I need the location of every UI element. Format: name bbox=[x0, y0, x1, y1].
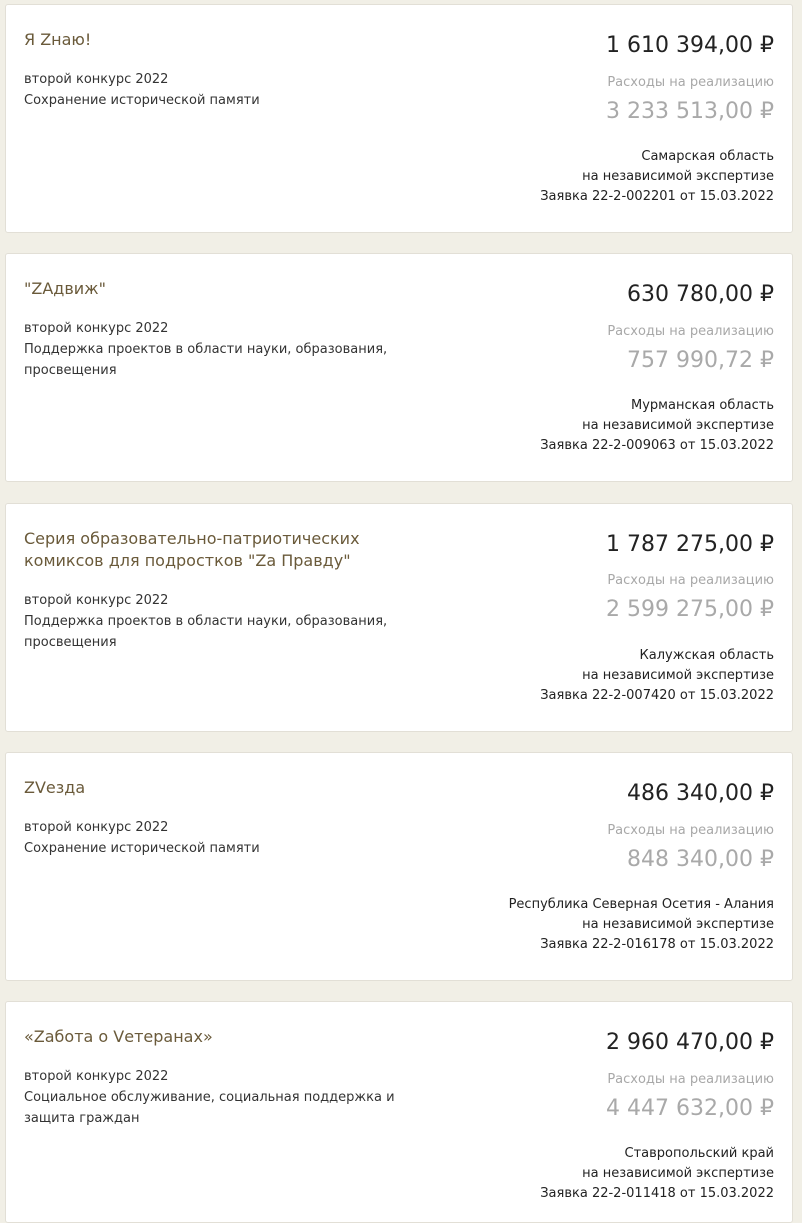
direction-label: Сохранение исторической памяти bbox=[24, 841, 260, 856]
expense-label: Расходы на реализацию bbox=[607, 75, 774, 90]
grant-amount: 1 787 275,00 ₽ bbox=[606, 532, 774, 557]
status: на независимой экспертизе bbox=[582, 917, 774, 932]
expense-amount: 757 990,72 ₽ bbox=[627, 348, 774, 373]
application-number: Заявка 22-2-011418 от 15.03.2022 bbox=[540, 1186, 774, 1201]
contest-label: второй конкурс 2022 bbox=[24, 593, 169, 608]
region: Самарская область bbox=[641, 149, 774, 164]
expense-amount: 4 447 632,00 ₽ bbox=[606, 1096, 774, 1121]
expense-amount: 848 340,00 ₽ bbox=[627, 847, 774, 872]
project-card[interactable] bbox=[5, 1001, 793, 1223]
project-title[interactable]: "ZАдвиж" bbox=[24, 279, 106, 298]
application-number: Заявка 22-2-002201 от 15.03.2022 bbox=[540, 189, 774, 204]
expense-label: Расходы на реализацию bbox=[607, 324, 774, 339]
contest-label: второй конкурс 2022 bbox=[24, 820, 169, 835]
application-number: Заявка 22-2-016178 от 15.03.2022 bbox=[540, 937, 774, 952]
expense-label: Расходы на реализацию bbox=[607, 1072, 774, 1087]
direction-label: Социальное обслуживание, социальная поддержка и защита граждан bbox=[24, 1090, 395, 1126]
project-card[interactable] bbox=[5, 4, 793, 233]
contest-label: второй конкурс 2022 bbox=[24, 72, 169, 87]
expense-label: Расходы на реализацию bbox=[607, 823, 774, 838]
region: Мурманская область bbox=[631, 398, 774, 413]
project-title[interactable]: Серия образовательно-патриотических комиксов для подростков "Za Правду" bbox=[24, 529, 360, 570]
application-number: Заявка 22-2-007420 от 15.03.2022 bbox=[540, 688, 774, 703]
direction-label: Поддержка проектов в области науки, образования, просвещения bbox=[24, 342, 388, 378]
status: на независимой экспертизе bbox=[582, 418, 774, 433]
contest-label: второй конкурс 2022 bbox=[24, 321, 169, 336]
project-card[interactable] bbox=[5, 752, 793, 981]
status: на независимой экспертизе bbox=[582, 1166, 774, 1181]
grant-amount: 486 340,00 ₽ bbox=[627, 781, 774, 806]
expense-label: Расходы на реализацию bbox=[607, 573, 774, 588]
contest-label: второй конкурс 2022 bbox=[24, 1069, 169, 1084]
application-number: Заявка 22-2-009063 от 15.03.2022 bbox=[540, 438, 774, 453]
grant-amount: 1 610 394,00 ₽ bbox=[606, 33, 774, 58]
expense-amount: 2 599 275,00 ₽ bbox=[606, 597, 774, 622]
project-title[interactable]: «Zабота о Vетеранах» bbox=[24, 1027, 213, 1046]
expense-amount: 3 233 513,00 ₽ bbox=[606, 99, 774, 124]
status: на независимой экспертизе bbox=[582, 169, 774, 184]
region: Калужская область bbox=[639, 648, 774, 663]
direction-label: Сохранение исторической памяти bbox=[24, 93, 260, 108]
region: Ставропольский край bbox=[624, 1146, 774, 1161]
grant-amount: 630 780,00 ₽ bbox=[627, 282, 774, 307]
direction-label: Поддержка проектов в области науки, образования, просвещения bbox=[24, 614, 388, 650]
project-card[interactable] bbox=[5, 503, 793, 732]
grant-amount: 2 960 470,00 ₽ bbox=[606, 1030, 774, 1055]
status: на независимой экспертизе bbox=[582, 668, 774, 683]
project-card[interactable] bbox=[5, 253, 793, 482]
project-title[interactable]: ZVезда bbox=[24, 778, 86, 797]
region: Республика Северная Осетия - Алания bbox=[508, 897, 774, 912]
project-title[interactable]: Я Zнаю! bbox=[24, 30, 92, 49]
